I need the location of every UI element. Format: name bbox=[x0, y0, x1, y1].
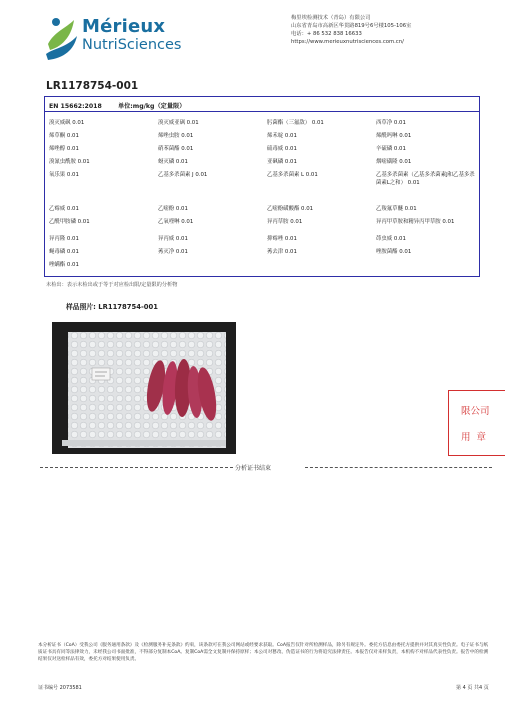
logo-mark-icon bbox=[44, 14, 80, 62]
result-cell: 乙基多杀菌素（乙基多杀菌素J和乙基多杀菌素L之和） 0.01 bbox=[376, 172, 475, 186]
result-cell: 亚砜磷 0.01 bbox=[267, 159, 297, 165]
result-cell: 硝苯菌酯 0.01 bbox=[158, 146, 194, 152]
company-phone: 电话：+ 86 532 838 16633 bbox=[291, 31, 362, 37]
result-cell: 蝇毒磷 0.01 bbox=[49, 249, 79, 255]
sweet-potato-photo-icon bbox=[52, 322, 236, 454]
result-cell: 抑霉唑 0.01 bbox=[267, 236, 297, 242]
divider-right bbox=[305, 467, 492, 468]
result-cell: 硫毒威 0.01 bbox=[267, 146, 297, 152]
result-cell: 西草净 0.01 bbox=[376, 120, 406, 126]
sample-photo bbox=[52, 322, 236, 454]
disclaimer: 本分析证书（CoA）受我公司《服务通用条款》及《检测服务补充条款》约束，该条款可在我公司网站或经要求获取。CoA报告仅针对所检测样品，除另有规定外。委托方信息由委托方提供并对其真实性负责。电子证书与纸质证书具有同等法律效力，未经我公司书面批准，不得部分复制本CoA。复制CoA需全文复制并保持原样；本公司对篡改、伪造证书的行为将追究法律责任。本报告仅对来样负责，本机构不对样品代表性负责。报告中的检测结果仅对送检样品有效，委托方对结果使用负责。 bbox=[38, 643, 489, 662]
report-id: LR1178754-001 bbox=[46, 80, 139, 92]
result-cell: 异丙草胺 0.01 bbox=[267, 219, 303, 225]
result-cell: 异丙甲草胺和精异丙甲草胺 0.01 bbox=[376, 219, 455, 225]
header-divider bbox=[45, 111, 479, 112]
result-cell: 莠去津 0.01 bbox=[267, 249, 297, 255]
seal-text-line2: 用章 bbox=[461, 432, 493, 443]
result-cell: 莠灭净 0.01 bbox=[158, 249, 188, 255]
seal-text-line1: 限公司 bbox=[461, 406, 490, 417]
result-cell: 烟嘧磺隆 0.01 bbox=[376, 159, 412, 165]
result-cell: 溴氰虫酰胺 0.01 bbox=[49, 159, 90, 165]
company-info bbox=[291, 14, 491, 46]
results-table-header bbox=[49, 101, 199, 110]
logo-name-line2: NutriSciences bbox=[82, 37, 182, 53]
result-cell: 乙嘧酚磺酸酯 0.01 bbox=[267, 206, 314, 212]
company-address: 山东省青岛市高新区华贯路819号6号楼105-106室 bbox=[291, 23, 412, 29]
footnote: 未检出：表示未检出或于等于对应检出限/定量限的分析物 bbox=[46, 282, 178, 288]
result-cell: 乙基多杀菌素 L 0.01 bbox=[267, 172, 318, 178]
company-website[interactable]: https://www.merieuxnutrisciences.com.cn/ bbox=[291, 39, 404, 45]
result-cell: 溴灭威亚砜 0.01 bbox=[158, 120, 199, 126]
result-cell: 唑胺菌酯 0.01 bbox=[376, 249, 412, 255]
result-cell: 肟菌酯（三氟敌） 0.01 bbox=[267, 120, 324, 126]
result-cell: 乙霉威 0.01 bbox=[49, 206, 79, 212]
end-of-certificate-text: 分析证书结束 bbox=[235, 465, 272, 472]
result-cell: 乙酰甲胺磷 0.01 bbox=[49, 219, 90, 225]
result-cell: 乙羧氟草醚 0.01 bbox=[376, 206, 417, 212]
result-cell: 烯禾啶 0.01 bbox=[267, 133, 297, 139]
result-cell: 茚虫威 0.01 bbox=[376, 236, 406, 242]
method-standard: EN 15662:2018 bbox=[49, 103, 102, 110]
company-name: 梅里埃检测技术（青岛）有限公司 bbox=[291, 15, 371, 21]
result-cell: 异丙威 0.01 bbox=[158, 236, 188, 242]
result-cell: 乙氧喹啉 0.01 bbox=[158, 219, 194, 225]
result-cell: 异丙隆 0.01 bbox=[49, 236, 79, 242]
result-cell: 烯草酮 0.01 bbox=[49, 133, 79, 139]
certificate-number: 证书编号 2073581 bbox=[38, 685, 82, 691]
result-cell: 烯酰吗啉 0.01 bbox=[376, 133, 412, 139]
divider-left bbox=[40, 467, 233, 468]
result-cell: 烯唑醇 0.01 bbox=[49, 146, 79, 152]
result-cell: 唑螨酯 0.01 bbox=[49, 262, 79, 268]
result-cell: 辛硫磷 0.01 bbox=[376, 146, 406, 152]
logo-name-line1: Mérieux bbox=[82, 16, 166, 37]
result-cell: 乙基多杀菌素 J 0.01 bbox=[158, 172, 208, 178]
results-table bbox=[44, 96, 480, 277]
result-cell: 氧乐果 0.01 bbox=[49, 172, 79, 178]
result-cell: 烯唑虫胺 0.01 bbox=[158, 133, 194, 139]
photo-label: 样品照片: LR1178754-001 bbox=[66, 303, 158, 311]
page-number: 第 4 页 共4 页 bbox=[456, 685, 489, 691]
company-logo bbox=[44, 14, 184, 62]
result-cell: 乙嘧酚 0.01 bbox=[158, 206, 188, 212]
company-seal bbox=[448, 390, 505, 456]
result-cell: 蚜灭磷 0.01 bbox=[158, 159, 188, 165]
unit-label: 单位:mg/kg（定量限） bbox=[117, 103, 186, 110]
result-cell: 溴灭威砜 0.01 bbox=[49, 120, 85, 126]
end-of-certificate-line bbox=[40, 464, 492, 472]
